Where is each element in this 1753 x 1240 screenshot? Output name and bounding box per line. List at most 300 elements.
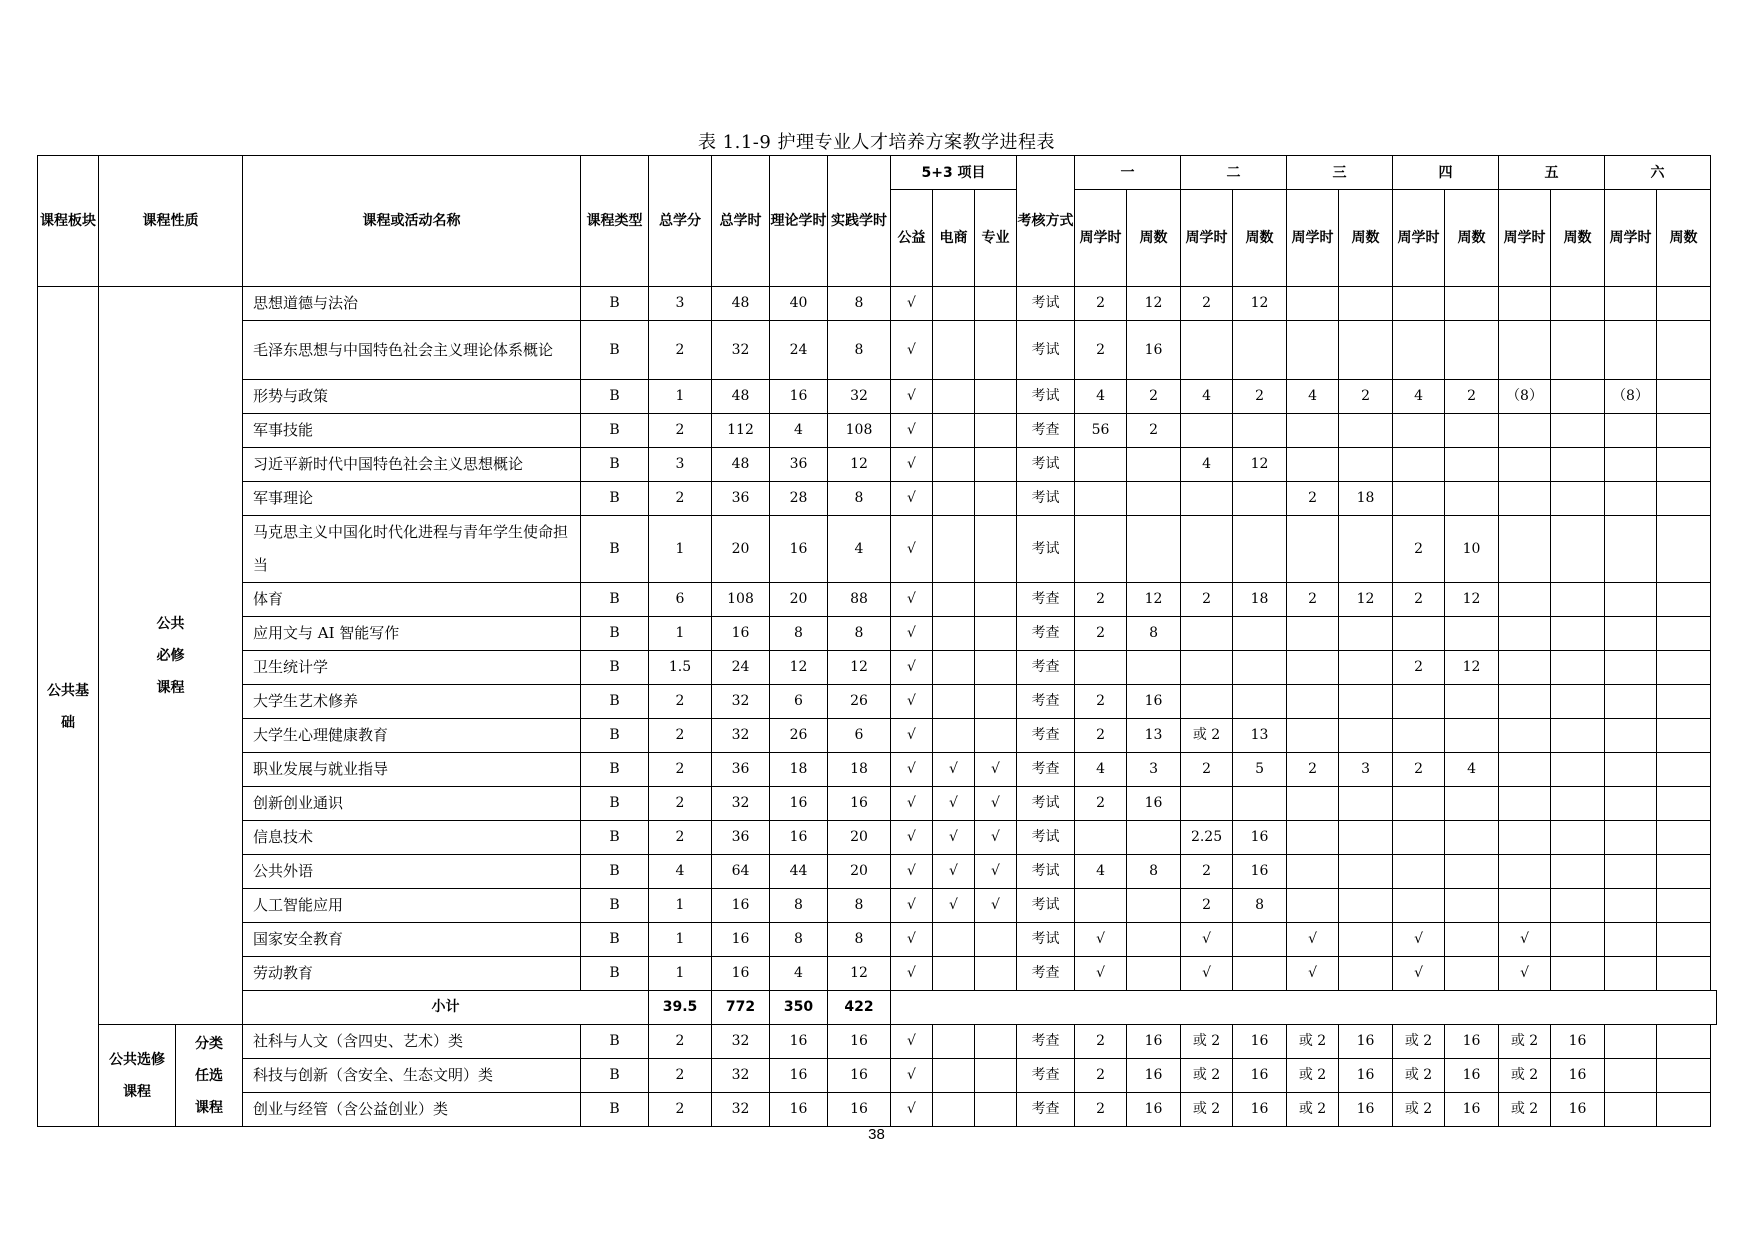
cell [1551,923,1605,957]
cell [1499,448,1551,482]
cell [975,1059,1017,1093]
cell [1233,957,1287,991]
cell [1445,448,1499,482]
cell: 4 [1181,380,1233,414]
header-hours: 总学时 [712,156,770,287]
cell [1287,414,1339,448]
cell [1657,482,1711,516]
header-credits: 总学分 [649,156,712,287]
cell: 12 [1233,448,1287,482]
cell: 8 [828,321,891,380]
cell: B [581,617,649,651]
cell [1233,617,1287,651]
cell [1339,321,1393,380]
cell [1605,414,1657,448]
cell: 56 [1075,414,1127,448]
cell: 36 [712,753,770,787]
cell: 2 [649,1025,712,1059]
cell [1233,651,1287,685]
table-body [38,287,1717,1127]
cell [1075,448,1127,482]
cell: 32 [712,685,770,719]
cell: 32 [712,719,770,753]
cell: 2 [649,685,712,719]
cell: 2 [1393,651,1445,685]
cell: √ [1393,923,1445,957]
cell: 12 [828,957,891,991]
header-project-ecommerce: 电商 [933,190,975,287]
subtotal-label: 小计 [243,991,649,1025]
cell [1393,287,1445,321]
cell: 或 2 [1393,1025,1445,1059]
cell [1181,651,1233,685]
cell [1657,651,1711,685]
cell: 或 2 [1393,1093,1445,1127]
cell: 32 [712,1059,770,1093]
table-row [38,821,1717,855]
cell: 1 [649,380,712,414]
cell [933,719,975,753]
cell: 16 [1127,1059,1181,1093]
cell: 16 [770,516,828,583]
cell: 考查 [1017,685,1075,719]
cell: 或 2 [1499,1025,1551,1059]
cell [933,957,975,991]
cell [1127,923,1181,957]
cell: √ [891,482,933,516]
cell: 考试 [1017,380,1075,414]
cell: 2 [1233,380,1287,414]
cell [1393,482,1445,516]
cell: √ [891,787,933,821]
cell: 4 [1075,855,1127,889]
cell: 10 [1445,516,1499,583]
cell [1181,414,1233,448]
cell [1181,321,1233,380]
cell [1551,685,1605,719]
cell: 4 [1393,380,1445,414]
cell: 48 [712,380,770,414]
cell [1657,414,1711,448]
cell: 1 [649,516,712,583]
cell [1499,685,1551,719]
page-number: 38 [868,1126,885,1143]
cell [1605,448,1657,482]
cell: 16 [828,1059,891,1093]
cell: 考试 [1017,855,1075,889]
course-name: 社科与人文（含四史、艺术）类 [243,1025,581,1059]
cell [1339,651,1393,685]
cell: √ [891,583,933,617]
table-title: 表 1.1-9 护理专业人才培养方案教学进程表 [697,132,1056,153]
cell [1445,321,1499,380]
cell: 16 [712,957,770,991]
cell: 16 [770,1093,828,1127]
subtotal-empty [891,991,1717,1025]
cell: 13 [1233,719,1287,753]
cell [1551,287,1605,321]
cell: 20 [828,821,891,855]
cell: 2 [1181,855,1233,889]
cell: 8 [770,923,828,957]
subtotal-credits: 39.5 [649,991,712,1025]
cell [933,287,975,321]
cell: 32 [712,1093,770,1127]
cell: 8 [1127,855,1181,889]
cell [1657,516,1711,583]
cell [1233,414,1287,448]
cell [1127,889,1181,923]
cell [1551,617,1605,651]
cell: √ [891,448,933,482]
cell: 2 [649,482,712,516]
cell: 28 [770,482,828,516]
cell: 2 [1075,583,1127,617]
cell: 36 [712,482,770,516]
cell [975,651,1017,685]
course-name: 职业发展与就业指导 [243,753,581,787]
cell: √ [1287,923,1339,957]
cell: （8） [1499,380,1551,414]
cell [1499,414,1551,448]
cell: √ [891,923,933,957]
cell: 2 [1393,753,1445,787]
cell [1287,889,1339,923]
cell: 考查 [1017,617,1075,651]
cell: 4 [828,516,891,583]
cell: 8 [828,923,891,957]
cell [1393,889,1445,923]
cell: 2 [1181,287,1233,321]
cell: 考查 [1017,1025,1075,1059]
header-s5-weeks: 周数 [1551,190,1605,287]
header-s6-weeks: 周数 [1657,190,1711,287]
cell [1287,855,1339,889]
cell: √ [975,787,1017,821]
cell: 考试 [1017,787,1075,821]
cell: 或 2 [1181,1025,1233,1059]
cell [1181,617,1233,651]
cell: 18 [1233,583,1287,617]
cell [1605,583,1657,617]
cell: 16 [770,821,828,855]
header-semester-2: 二 [1181,156,1287,190]
cell [1499,482,1551,516]
cell: B [581,719,649,753]
cell: √ [891,855,933,889]
cell [1127,482,1181,516]
cell: 2 [1075,719,1127,753]
cell [1287,617,1339,651]
cell: √ [933,821,975,855]
table-row [38,1059,1717,1093]
cell [1605,889,1657,923]
cell: √ [1181,923,1233,957]
header-module: 课程板块 [38,156,99,287]
cell [933,1025,975,1059]
cell [933,516,975,583]
cell: 考试 [1017,482,1075,516]
cell [1339,685,1393,719]
cell [1339,787,1393,821]
cell: 考查 [1017,414,1075,448]
cell [1339,414,1393,448]
cell [975,482,1017,516]
course-name: 军事技能 [243,414,581,448]
cell [1287,651,1339,685]
cell: 24 [770,321,828,380]
cell: 2 [1075,287,1127,321]
cell [1499,321,1551,380]
cell [1657,855,1711,889]
cell [1657,957,1711,991]
table-row [38,583,1717,617]
cell [1499,583,1551,617]
cell: 16 [770,380,828,414]
course-name: 人工智能应用 [243,889,581,923]
cell: B [581,1093,649,1127]
cell: B [581,787,649,821]
cell [933,380,975,414]
course-name: 创新创业通识 [243,787,581,821]
cell: √ [975,821,1017,855]
cell [1339,719,1393,753]
cell [975,448,1017,482]
cell [975,617,1017,651]
cell [933,1059,975,1093]
cell [1605,1093,1657,1127]
cell: √ [891,414,933,448]
cell: 考查 [1017,1059,1075,1093]
cell: 2 [1075,1059,1127,1093]
cell [1339,448,1393,482]
cell [1339,855,1393,889]
header-semester-3: 三 [1287,156,1393,190]
cell: 20 [712,516,770,583]
cell [1657,1093,1711,1127]
table-row [38,855,1717,889]
cell [1605,753,1657,787]
cell: B [581,321,649,380]
cell [1233,685,1287,719]
cell [1499,787,1551,821]
cell [975,380,1017,414]
cell [933,651,975,685]
cell [1657,448,1711,482]
cell: 12 [1127,287,1181,321]
cell [1287,448,1339,482]
cell [1551,583,1605,617]
table-row [38,1025,1717,1059]
cell [1127,448,1181,482]
cell: 2 [1339,380,1393,414]
cell: B [581,923,649,957]
cell: 2 [1287,482,1339,516]
header-assessment: 考核方式 [1017,156,1075,287]
cell [933,583,975,617]
cell: B [581,889,649,923]
cell [1233,923,1287,957]
cell [1075,889,1127,923]
cell: √ [975,855,1017,889]
cell [1657,380,1711,414]
header-semester-6: 六 [1605,156,1711,190]
cell: √ [891,821,933,855]
cell: √ [1075,923,1127,957]
cell: 12 [1233,287,1287,321]
cell [1287,719,1339,753]
cell: 4 [1181,448,1233,482]
cell: 2 [649,414,712,448]
cell [975,719,1017,753]
cell [1499,753,1551,787]
cell: 16 [1339,1093,1393,1127]
cell: 或 2 [1181,1059,1233,1093]
cell: B [581,380,649,414]
cell: 1 [649,889,712,923]
cell [1233,321,1287,380]
cell [1551,414,1605,448]
cell: 考试 [1017,321,1075,380]
course-name: 国家安全教育 [243,923,581,957]
cell [1657,719,1711,753]
cell: 或 2 [1287,1093,1339,1127]
cell [1445,889,1499,923]
table-row [38,287,1717,321]
module-cell: 公共基础 [38,287,99,1127]
cell [1605,685,1657,719]
cell: 16 [1339,1059,1393,1093]
cell [1551,855,1605,889]
cell: 考查 [1017,651,1075,685]
cell: 24 [712,651,770,685]
cell: 2 [1445,380,1499,414]
cell: √ [891,380,933,414]
cell: 2 [649,321,712,380]
cell: 6 [770,685,828,719]
cell: 2 [1075,787,1127,821]
cell [1075,651,1127,685]
header-s2-weekly: 周学时 [1181,190,1233,287]
cell: B [581,651,649,685]
cell [1657,1025,1711,1059]
header-name: 课程或活动名称 [243,156,581,287]
table-row [38,321,1717,380]
cell: 3 [649,287,712,321]
cell [1551,957,1605,991]
header-course-type: 课程类型 [581,156,649,287]
cell: 16 [1551,1093,1605,1127]
cell: 2 [649,821,712,855]
cell: 3 [649,448,712,482]
cell: 2 [1075,685,1127,719]
cell [1339,957,1393,991]
table-row [38,516,1717,583]
cell [1605,923,1657,957]
course-name: 马克思主义中国化时代化进程与青年学生使命担当 [243,516,581,583]
cell [1339,516,1393,583]
cell [1127,651,1181,685]
cell [933,448,975,482]
cell: √ [891,889,933,923]
cell [1657,923,1711,957]
cell: 16 [1551,1025,1605,1059]
cell: 16 [1127,1025,1181,1059]
cell [1445,482,1499,516]
cell: 或 2 [1181,719,1233,753]
cell: 4 [1287,380,1339,414]
cell [1445,719,1499,753]
header-s3-weeks: 周数 [1339,190,1393,287]
cell: 16 [1233,821,1287,855]
cell: 16 [828,787,891,821]
cell: √ [891,957,933,991]
cell: 16 [828,1093,891,1127]
cell [933,414,975,448]
cell: 8 [770,889,828,923]
cell [1657,1059,1711,1093]
cell [1445,855,1499,889]
cell [1393,685,1445,719]
cell: 16 [1233,1059,1287,1093]
cell: 考试 [1017,821,1075,855]
cell: 16 [1339,1025,1393,1059]
header-nature: 课程性质 [99,156,243,287]
cell [933,321,975,380]
cell: √ [891,287,933,321]
cell [975,685,1017,719]
cell: 16 [712,889,770,923]
cell: 考查 [1017,957,1075,991]
cell [933,1093,975,1127]
cell: 考试 [1017,287,1075,321]
cell: 16 [770,787,828,821]
cell: 20 [770,583,828,617]
cell: 16 [1445,1093,1499,1127]
cell: 2 [1393,516,1445,583]
header-s2-weeks: 周数 [1233,190,1287,287]
cell: 16 [712,617,770,651]
cell: 16 [1445,1059,1499,1093]
cell [1605,617,1657,651]
course-name: 思想道德与法治 [243,287,581,321]
cell: √ [975,889,1017,923]
cell: 16 [1127,1093,1181,1127]
cell [1181,685,1233,719]
cell: B [581,685,649,719]
cell [1233,516,1287,583]
cell: 2 [649,1059,712,1093]
cell [933,482,975,516]
cell: √ [1499,923,1551,957]
cell: 4 [649,855,712,889]
cell [1499,855,1551,889]
table-row [38,719,1717,753]
cell: B [581,414,649,448]
cell [1393,414,1445,448]
cell: 32 [712,321,770,380]
header-semester-5: 五 [1499,156,1605,190]
cell [1339,287,1393,321]
cell: 或 2 [1393,1059,1445,1093]
cell: B [581,448,649,482]
cell [1551,516,1605,583]
subtotal-row [38,991,1717,1025]
cell [1551,448,1605,482]
cell: 12 [1445,583,1499,617]
cell [1339,889,1393,923]
cell: 12 [770,651,828,685]
